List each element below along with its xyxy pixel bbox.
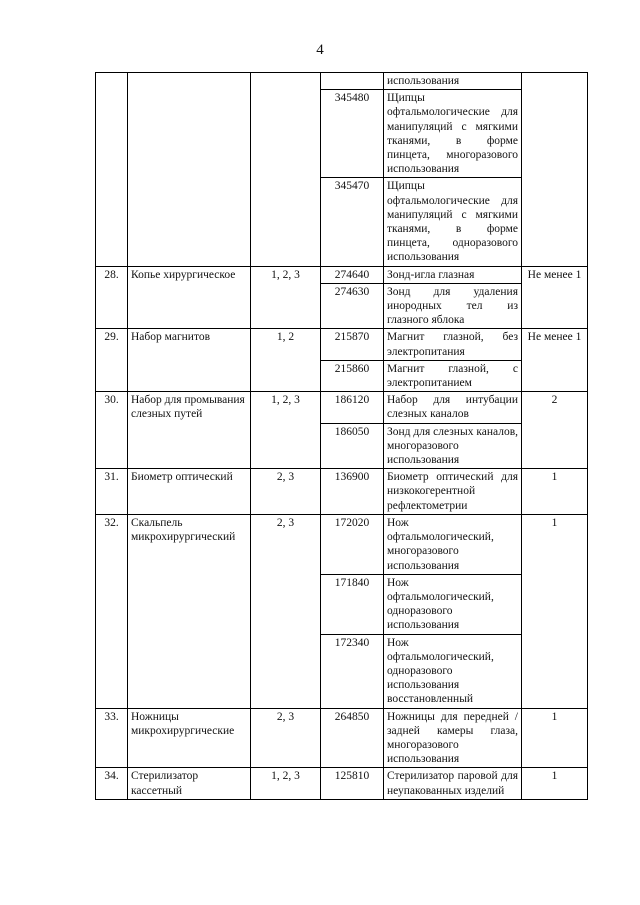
row-number: 29. [96,329,128,392]
row-number: 34. [96,768,128,799]
device-description: Нож офтальмологический, одноразового использования восстановленный [384,634,522,708]
table-row [96,392,588,423]
device-code: 172020 [321,514,384,574]
table-row [96,768,588,799]
note-cell: 2, 3 [251,514,321,708]
row-number: 31. [96,469,128,515]
table-row [96,514,588,574]
note-cell: 2, 3 [251,469,321,515]
row-number: 33. [96,708,128,768]
device-description: Стерилизатор паровой для неупакованных изделий [384,768,522,799]
device-name: Набор для промывания слезных путей [128,392,251,469]
table-row [96,708,588,768]
device-description: Зонд-игла глазная [384,266,522,283]
device-name: Набор магнитов [128,329,251,392]
device-code: 186120 [321,392,384,423]
device-code: 186050 [321,423,384,469]
device-code: 125810 [321,768,384,799]
device-name: Копье хирургическое [128,266,251,329]
device-code: 215860 [321,360,384,391]
note-cell: 2, 3 [251,708,321,768]
row-number: 32. [96,514,128,708]
note-cell: 1, 2 [251,329,321,392]
device-description: Магнит глазной, без электропитания [384,329,522,360]
device-code [321,73,384,90]
device-description: Магнит глазной, с электропитанием [384,360,522,391]
table-row [96,329,588,360]
device-name: Скальпель микрохирургический [128,514,251,708]
device-description: Щипцы офтальмологические для манипуляций с мягкими тканями, в форме пинцета, одноразового использования [384,178,522,266]
device-description: Ножницы для передней / задней камеры глаза, многоразового использования [384,708,522,768]
device-name: Биометр оптический [128,469,251,515]
quantity [522,73,588,267]
device-code: 171840 [321,574,384,634]
device-description: использования [384,73,522,90]
device-code: 215870 [321,329,384,360]
table-row [96,469,588,515]
device-code: 264850 [321,708,384,768]
quantity: 1 [522,514,588,708]
row-number: 28. [96,266,128,329]
device-description: Щипцы офтальмологические для манипуляций с мягкими тканями, в форме пинцета, многоразового использования [384,90,522,178]
device-description: Биометр оптический для низкокогерентной рефлектометрии [384,469,522,515]
device-code: 345470 [321,178,384,266]
table-row [96,266,588,283]
table-row [96,73,588,90]
quantity: 1 [522,469,588,515]
quantity: Не менее 1 [522,329,588,392]
row-number: 30. [96,392,128,469]
note-cell: 1, 2, 3 [251,768,321,799]
device-name: Ножницы микрохирургические [128,708,251,768]
device-name: Стерилизатор кассетный [128,768,251,799]
device-description: Нож офтальмологический, одноразового использования [384,574,522,634]
device-description: Зонд для удаления инородных тел из глазного яблока [384,283,522,329]
row-number [96,73,128,267]
device-description: Набор для интубации слезных каналов [384,392,522,423]
quantity: 1 [522,708,588,768]
equipment-table [95,72,588,800]
note-cell: 1, 2, 3 [251,266,321,329]
device-code: 172340 [321,634,384,708]
quantity: Не менее 1 [522,266,588,329]
note-cell: 1, 2, 3 [251,392,321,469]
device-code: 136900 [321,469,384,515]
device-code: 345480 [321,90,384,178]
note-cell [251,73,321,267]
quantity: 1 [522,768,588,799]
device-code: 274640 [321,266,384,283]
device-name [128,73,251,267]
device-description: Нож офтальмологический, многоразового использования [384,514,522,574]
device-code: 274630 [321,283,384,329]
device-description: Зонд для слезных каналов, многоразового использования [384,423,522,469]
page-number: 4 [316,42,324,58]
quantity: 2 [522,392,588,469]
